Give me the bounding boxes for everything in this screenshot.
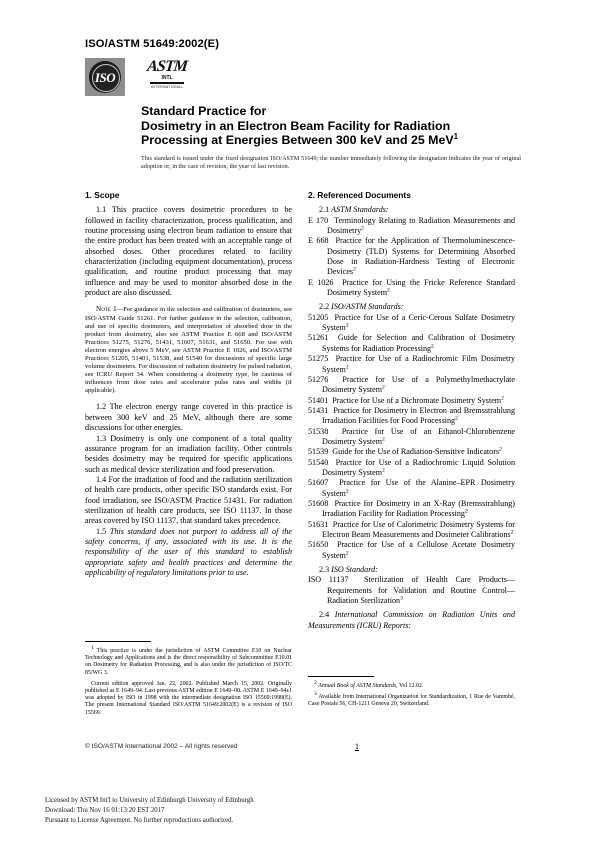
footnote-2: $^2$ Annual Book of ASTM Standards, Vol 12.02. [314, 680, 424, 689]
subsection-2-3: 2.3 ISO Standard: [319, 565, 378, 575]
footnotes-right [308, 680, 515, 709]
ref-entry: 51275 Practice for Use of a Radiochromic Film Dosimetry System$^2$ [308, 354, 516, 374]
iso-logo-icon [85, 58, 125, 96]
ref-entry: 51540 Practice for Use of a Radiochromic Liquid Solution Dosimetry System$^2$ [308, 457, 515, 477]
astm-logo-icon [147, 58, 187, 98]
scope-paragraph-1-2: 1.2 The electron energy range covered in this practice is between 300 keV and 25 MeV, although there are some discussions for other energies. [85, 402, 292, 433]
ref-entry: E 170 Terminology Relating to Radiation Measurements and Dosimetry$^2$ [308, 215, 516, 236]
note-body: —For guidance in the selection and calibration of dosimeters, see ISO/ASTM Guide 51261. For further guidance in the selection, calibration, and use of specific dosimeters, and interpretation of absorbed dose in the product from dosimetry, also see ASTM Practice E 668 and ISO/ASTM Practices 51275, 51276, 51431, 51607, 51631, and 51650. For use with electron energies above 5 MeV, see ASTM Practice E 1026, and ISO/ASTM Practices 51205, 51401, 51538, and 51540 for discussions of specific large volume dosimeters. For discussion of radiation dosimetry for pulsed radiation, see ICRU Report 34. When considering a dosimetry type, be cautious of influences from dose rates and accelerator pulse rates and widths (if applicable). [85, 306, 292, 395]
footnote-1: $^1$ This practice is under the jurisdiction of ASTM Committee E10 on Nuclear Technology and Applications and is the direct responsibility of Subcommittee E10.01 on Dosimetry for Radiation Processing, and is also under the jurisdiction of ISO/TC 85/WG 3. [85, 645, 292, 676]
scope-note-1 [85, 305, 292, 395]
ref-entry: 51276 Practice for Use of a Polymethylmethacrylate Dosimetry System$^2$ [308, 374, 516, 395]
section-heading-scope: 1. Scope [85, 190, 120, 200]
footnote-edition: Current edition approved Jan. 22, 2002. Published March 15, 2002. Originally published as E 1649–94. Last previous ASTM edition E 1649–00. ASTM E 1649–94ε1 was adopted by ISO in 1998 with the intermediate designation ISO 15569:1998(E). The present International Standard ISO/ASTM 51649:2002(E) is a revision of ISO 15569. [85, 680, 292, 716]
scope-1-5-number: 1.5 [96, 526, 110, 536]
scope-1-5-text: This standard does not purport to address all of the safety concerns, if any, associated with its use. It is the responsibility of the user of this standard to establish appropriate safety and health practices and determine the applicability of regulatory limitations prior to use. [85, 526, 293, 577]
copyright-line: © ISO/ASTM International 2002 – All rights reserved [85, 743, 238, 750]
iso-logo-text: ISO [94, 70, 116, 85]
ref-entry: 51401 Practice for Use of a Dichromate Dosimetry System$^2$ [308, 394, 504, 405]
scope-paragraph-1-5 [85, 527, 292, 579]
ref-entry: 51538 Practice for Use of an Ethanol-Chlorobenzene Dosimetry System$^2$ [308, 426, 516, 446]
footnote-3: $^3$ Available from International Organization for Standardization, 1 Rue de Varembé, Case Postale 56, CH-1211 Geneva 20, Switzerland. [308, 691, 515, 708]
page-title [141, 104, 521, 148]
ref-entry: 51539 Guide for the Use of Radiation-Sensitive Indicators$^2$ [308, 446, 502, 457]
astm-logo-text: ASTM [146, 58, 188, 75]
subsection-2-2: 2.2 ISO/ASTM Standards: [319, 302, 404, 312]
ref-entry: E 668 Practice for the Application of Thermoluminescence-Dosimetry (TLD) Systems for Determining Absorbed Dose in Radiation-Hardness Testing of Electronic Devices$^2$ [308, 236, 516, 277]
ref-entry: 51650 Practice for Use of a Cellulose Acetate Dosimetry System$^2$ [308, 540, 515, 560]
license-line-2: Download: Thu Nov 16 01:13:20 EST 2017 [45, 807, 165, 814]
subsection-2-1: 2.1 ASTM Standards: [319, 205, 389, 215]
astm-logo-subtext: INTL [161, 75, 173, 81]
scope-paragraph-1-3: 1.3 Dosimetry is only one component of a total quality assurance program for an irradiation facility. Other controls besides dosimetry may be required for specific applications such as medical device sterilization and food preservation. [85, 433, 292, 474]
license-line-3: Pursuant to License Agreement. No further reproductions authorized. [45, 817, 234, 824]
issue-note: This standard is issued under the fixed designation ISO/ASTM 51649; the number immediately following the designation indicates the year of original adoption or, in the case of revision, the year of last revision. [141, 155, 521, 171]
title-line-1: Standard Practice for [141, 104, 267, 118]
footnotes-left [85, 645, 292, 717]
column-right [308, 190, 515, 631]
ref-entry: 51431 Practice for Dosimetry in Electron and Bremsstrahlung Irradiation Facilities for Food Processing$^2$ [308, 405, 515, 426]
section-heading-referenced-documents: 2. Referenced Documents [308, 190, 411, 200]
subsection-2-4: 2.4 International Commission on Radiation Units and Measurements (ICRU) Reports: [308, 610, 516, 630]
ref-entry: E 1026 Practice for Using the Fricke Reference Standard Dosimetry System$^2$ [308, 277, 515, 298]
astm-logo-international: INTERNATIONAL [150, 85, 184, 89]
license-block [45, 796, 515, 826]
page-number: 1 [355, 742, 359, 751]
ref-entry: ISO 11137 Sterilization of Health Care Products—Requirements for Validation and Routine Control—Radiation Sterilization$^3$ [308, 575, 515, 606]
note-label: Note 1 [96, 305, 117, 314]
title-footnote-marker: 1 [453, 132, 459, 142]
scope-paragraph-1-1: 1.1 This practice covers dosimetric procedures to be followed in facility characterization, process qualification, and routine processing using electron beam radiation to ensure that the entire product has been treated with an acceptable range of absorbed doses. Other procedures related to facility characterization (including equipment documentation), process qualification, and routine product processing that may influence and may be used to monitor absorbed dose in the product are also discussed. [85, 205, 292, 298]
ref-entry: 51631 Practice for Use of Calorimetric Dosimetry Systems for Electron Beam Measurements and Dosimeter Calibrations$^2$ [308, 519, 515, 539]
ref-entry: 51205 Practice for Use of a Ceric-Cerous Sulfate Dosimetry System$^2$ [308, 312, 515, 333]
title-line-2: Dosimetry in an Electron Beam Facility for Radiation [141, 118, 451, 133]
title-line-3: Processing at Energies Between 300 keV and 25 MeV$^1$ [141, 132, 459, 148]
column-left [85, 190, 292, 578]
ref-entry: 51261 Guide for Selection and Calibration of Dosimetry Systems for Radiation Processing$^2$ [308, 333, 515, 353]
logo-row [85, 58, 187, 98]
scope-paragraph-1-4: 1.4 For the irradiation of food and the radiation sterilization of health care products, other specific ISO standards exist. For food irradiation, see ISO/ASTM Practice 51431. For radiation sterilization of health care products, see ISO 11137. In those areas covered by ISO 11137, that standard takes precedence. [85, 474, 292, 526]
footnote-divider-right [308, 676, 374, 677]
document-number: ISO/ASTM 51649:2002(E) [85, 38, 220, 50]
license-line-1: Licensed by ASTM Int'l to University of Edinburgh University of Edinburgh [45, 797, 254, 804]
ref-entry: 51607 Practice for Use of the Alanine–EPR Dosimetry System$^2$ [308, 478, 515, 498]
footnote-divider-left [85, 641, 151, 642]
ref-entry: 51608 Practice for Dosimetry in an X-Ray (Bremsstrahlung) Irradiation Facility for Radiation Processing$^2$ [308, 498, 515, 519]
